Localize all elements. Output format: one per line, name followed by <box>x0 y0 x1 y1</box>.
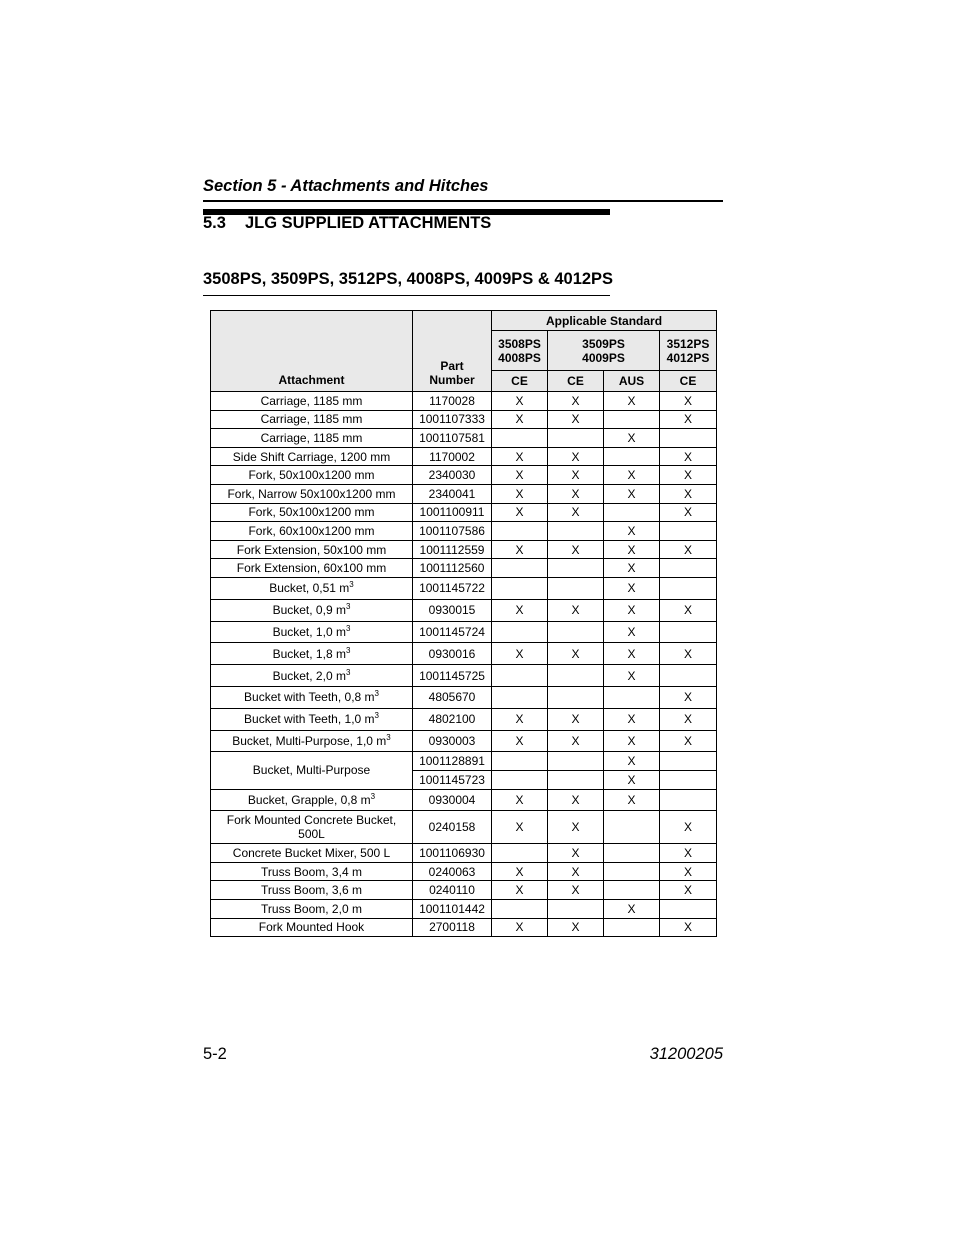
standard-mark-cell: X <box>492 392 548 411</box>
standard-mark-cell: X <box>548 862 604 881</box>
table-row <box>211 466 717 485</box>
standard-mark-cell <box>604 862 660 881</box>
section-title <box>203 214 491 233</box>
table-row <box>211 540 717 559</box>
standard-mark-cell <box>548 429 604 448</box>
standard-mark-cell: X <box>492 811 548 844</box>
attachment-cell: Truss Boom, 2,0 m <box>211 900 413 919</box>
attachment-cell: Bucket, 2,0 $m^3$ <box>211 665 413 687</box>
standard-mark-cell: X <box>604 484 660 503</box>
attachment-cell: Bucket, 0,51 $m^3$ <box>211 577 413 599</box>
attachment-cell: Fork Mounted Hook <box>211 918 413 937</box>
attachments-table <box>210 310 717 937</box>
standard-mark-cell: X <box>492 708 548 730</box>
table-row <box>211 559 717 578</box>
table-row <box>211 708 717 730</box>
standard-mark-cell <box>660 621 717 643</box>
standard-mark-cell: X <box>604 540 660 559</box>
standard-mark-cell: X <box>660 484 717 503</box>
attachment-cell: Fork Extension, 60x100 mm <box>211 559 413 578</box>
standard-mark-cell: X <box>492 643 548 665</box>
attachment-cell: Bucket, Grapple, 0,8 $m^3$ <box>211 789 413 811</box>
standard-mark-cell: X <box>492 862 548 881</box>
standard-mark-cell <box>660 522 717 541</box>
standard-mark-cell: X <box>548 466 604 485</box>
part-number-cell: 2340030 <box>413 466 492 485</box>
standard-mark-cell: X <box>548 881 604 900</box>
standard-mark-cell <box>492 621 548 643</box>
attachment-cell: Fork, 50x100x1200 mm <box>211 466 413 485</box>
attachment-cell: Bucket, 1,8 $m^3$ <box>211 643 413 665</box>
standard-mark-cell: X <box>492 540 548 559</box>
part-number-cell: 1001128891 <box>413 752 492 771</box>
standard-mark-cell: X <box>604 522 660 541</box>
section-header: Section 5 - Attachments and Hitches <box>203 177 489 195</box>
standard-mark-cell <box>548 770 604 789</box>
attachment-cell: Fork Extension, 50x100 mm <box>211 540 413 559</box>
standard-mark-cell: X <box>660 811 717 844</box>
standard-mark-cell: X <box>548 392 604 411</box>
standard-mark-cell: X <box>660 862 717 881</box>
standard-mark-cell: X <box>660 686 717 708</box>
part-number-cell: 1001107333 <box>413 410 492 429</box>
standard-mark-cell <box>604 918 660 937</box>
standard-mark-cell: X <box>604 429 660 448</box>
standard-mark-cell: X <box>660 599 717 621</box>
attachment-cell: Bucket with Teeth, 1,0 $m^3$ <box>211 708 413 730</box>
standard-mark-cell: X <box>660 503 717 522</box>
standard-mark-cell <box>492 686 548 708</box>
standard-mark-cell: X <box>492 918 548 937</box>
standard-mark-cell: X <box>492 410 548 429</box>
models-heading: 3508PS, 3509PS, 3512PS, 4008PS, 4009PS & 4012PS <box>203 270 614 288</box>
part-number-cell: 1170002 <box>413 447 492 466</box>
standard-mark-cell <box>492 577 548 599</box>
section-title-text: JLG SUPPLIED ATTACHMENTS <box>245 214 492 232</box>
standard-mark-cell <box>492 559 548 578</box>
standard-mark-cell: X <box>548 708 604 730</box>
table-row <box>211 621 717 643</box>
standard-mark-cell: X <box>604 900 660 919</box>
table-row <box>211 789 717 811</box>
standard-mark-cell <box>492 900 548 919</box>
standard-mark-cell: X <box>548 540 604 559</box>
part-number-cell: 0240110 <box>413 881 492 900</box>
part-number-cell: 0930003 <box>413 730 492 752</box>
standard-mark-cell: X <box>604 708 660 730</box>
table-row <box>211 410 717 429</box>
models-rule <box>203 295 610 296</box>
table-row <box>211 686 717 708</box>
standard-mark-cell <box>548 665 604 687</box>
standard-mark-cell: X <box>604 466 660 485</box>
attachment-cell: Fork, Narrow 50x100x1200 mm <box>211 484 413 503</box>
attachment-cell: Concrete Bucket Mixer, 500 L <box>211 844 413 863</box>
standard-mark-cell: X <box>604 665 660 687</box>
standard-mark-cell <box>548 522 604 541</box>
table-row <box>211 752 717 771</box>
standard-mark-cell: X <box>604 752 660 771</box>
standard-mark-cell <box>660 900 717 919</box>
standard-mark-cell <box>660 770 717 789</box>
standard-mark-cell: X <box>604 599 660 621</box>
standard-mark-cell: X <box>660 447 717 466</box>
part-number-cell: 4805670 <box>413 686 492 708</box>
standard-mark-cell: X <box>660 643 717 665</box>
part-number-cell: 1001100911 <box>413 503 492 522</box>
standard-mark-cell <box>604 881 660 900</box>
attachment-cell: Bucket, 1,0 $m^3$ <box>211 621 413 643</box>
standard-mark-cell: X <box>660 392 717 411</box>
standard-mark-cell <box>604 410 660 429</box>
part-number-cell: 0930016 <box>413 643 492 665</box>
standard-mark-cell: X <box>604 643 660 665</box>
standard-mark-cell <box>548 752 604 771</box>
standard-mark-cell <box>492 770 548 789</box>
attachment-cell: Bucket, 0,9 $m^3$ <box>211 599 413 621</box>
part-number-cell: 1001112560 <box>413 559 492 578</box>
standard-mark-cell <box>604 844 660 863</box>
part-number-cell: 1001145724 <box>413 621 492 643</box>
standard-mark-cell: X <box>604 577 660 599</box>
table-row <box>211 881 717 900</box>
standard-mark-cell: X <box>492 447 548 466</box>
standard-mark-cell: X <box>604 789 660 811</box>
standard-mark-cell: X <box>548 811 604 844</box>
standard-mark-cell: X <box>604 621 660 643</box>
part-number-cell: 1001107586 <box>413 522 492 541</box>
table-row <box>211 484 717 503</box>
standard-mark-cell: X <box>548 643 604 665</box>
table-row <box>211 599 717 621</box>
part-number-cell: 1001106930 <box>413 844 492 863</box>
standard-mark-cell <box>548 577 604 599</box>
standard-mark-cell <box>660 789 717 811</box>
part-number-cell: 1001112559 <box>413 540 492 559</box>
part-number-cell: 0240063 <box>413 862 492 881</box>
standard-mark-cell: X <box>548 447 604 466</box>
standard-mark-cell: X <box>660 881 717 900</box>
part-number-cell: 2340041 <box>413 484 492 503</box>
standard-mark-cell: X <box>548 844 604 863</box>
table-row <box>211 577 717 599</box>
standard-mark-cell: X <box>604 730 660 752</box>
standard-mark-cell <box>604 686 660 708</box>
standard-mark-cell <box>548 621 604 643</box>
standard-mark-cell: X <box>548 503 604 522</box>
attachment-cell: Bucket, Multi-Purpose <box>211 752 413 789</box>
standard-mark-cell: X <box>492 503 548 522</box>
standard-mark-cell <box>492 429 548 448</box>
col-part-header: Part Number <box>413 311 492 392</box>
attachment-cell: Bucket, Multi-Purpose, 1,0 $m^3$ <box>211 730 413 752</box>
standard-mark-cell <box>604 811 660 844</box>
standard-mark-cell: X <box>492 599 548 621</box>
part-number-cell: 1001145723 <box>413 770 492 789</box>
standard-mark-cell: X <box>548 599 604 621</box>
table-row <box>211 429 717 448</box>
standard-mark-cell <box>604 447 660 466</box>
standard-mark-cell <box>492 752 548 771</box>
table-row <box>211 730 717 752</box>
standard-mark-cell: X <box>660 708 717 730</box>
table-row <box>211 811 717 844</box>
table-row <box>211 447 717 466</box>
model-group-header: 3512PS 4012PS <box>660 331 717 371</box>
standard-mark-cell: X <box>604 559 660 578</box>
part-number-cell: 1001145722 <box>413 577 492 599</box>
part-number-cell: 2700118 <box>413 918 492 937</box>
part-number-cell: 1001145725 <box>413 665 492 687</box>
standard-mark-cell <box>660 559 717 578</box>
standard-header: AUS <box>604 371 660 392</box>
attachment-cell: Truss Boom, 3,4 m <box>211 862 413 881</box>
standard-header: CE <box>548 371 604 392</box>
table-row <box>211 900 717 919</box>
attachment-cell: Bucket with Teeth, 0,8 $m^3$ <box>211 686 413 708</box>
standard-mark-cell: X <box>604 392 660 411</box>
table-row <box>211 392 717 411</box>
applicable-standard-header: Applicable Standard <box>492 311 717 331</box>
table-row <box>211 665 717 687</box>
standard-mark-cell <box>660 429 717 448</box>
standard-mark-cell: X <box>604 770 660 789</box>
model-group-header: 3509PS 4009PS <box>548 331 660 371</box>
standard-mark-cell <box>660 665 717 687</box>
attachment-cell: Side Shift Carriage, 1200 mm <box>211 447 413 466</box>
standard-mark-cell: X <box>548 789 604 811</box>
standard-mark-cell <box>548 686 604 708</box>
standard-mark-cell <box>548 900 604 919</box>
standard-mark-cell: X <box>660 730 717 752</box>
standard-mark-cell: X <box>492 484 548 503</box>
table-row <box>211 918 717 937</box>
standard-mark-cell: X <box>492 881 548 900</box>
table-row <box>211 643 717 665</box>
standard-mark-cell: X <box>548 410 604 429</box>
standard-mark-cell <box>660 752 717 771</box>
standard-mark-cell: X <box>660 466 717 485</box>
col-attachment-header: Attachment <box>211 311 413 392</box>
standard-mark-cell: X <box>492 466 548 485</box>
standard-mark-cell: X <box>660 410 717 429</box>
table-row <box>211 844 717 863</box>
table-row <box>211 522 717 541</box>
standard-mark-cell <box>548 559 604 578</box>
attachment-cell: Carriage, 1185 mm <box>211 392 413 411</box>
part-number-cell: 1170028 <box>413 392 492 411</box>
standard-mark-cell <box>660 577 717 599</box>
attachment-cell: Fork, 50x100x1200 mm <box>211 503 413 522</box>
part-number-cell: 0240158 <box>413 811 492 844</box>
standard-header: CE <box>660 371 717 392</box>
table-row <box>211 503 717 522</box>
attachment-cell: Fork, 60x100x1200 mm <box>211 522 413 541</box>
table-row <box>211 862 717 881</box>
standard-mark-cell: X <box>492 730 548 752</box>
standard-mark-cell: X <box>660 844 717 863</box>
header-rule <box>203 200 723 202</box>
standard-mark-cell <box>492 665 548 687</box>
standard-mark-cell: X <box>548 730 604 752</box>
standard-header: CE <box>492 371 548 392</box>
standard-mark-cell <box>492 522 548 541</box>
standard-mark-cell: X <box>660 918 717 937</box>
standard-mark-cell <box>492 844 548 863</box>
page-number: 5-2 <box>203 1045 227 1063</box>
model-group-header: 3508PS 4008PS <box>492 331 548 371</box>
standard-mark-cell: X <box>492 789 548 811</box>
attachment-cell: Fork Mounted Concrete Bucket, 500L <box>211 811 413 844</box>
part-number-cell: 1001107581 <box>413 429 492 448</box>
standard-mark-cell <box>604 503 660 522</box>
attachment-cell: Carriage, 1185 mm <box>211 429 413 448</box>
attachment-cell: Carriage, 1185 mm <box>211 410 413 429</box>
attachment-cell: Truss Boom, 3,6 m <box>211 881 413 900</box>
part-number-cell: 0930004 <box>413 789 492 811</box>
part-number-cell: 4802100 <box>413 708 492 730</box>
standard-mark-cell: X <box>548 484 604 503</box>
standard-mark-cell: X <box>548 918 604 937</box>
document-number: 31200205 <box>649 1045 723 1063</box>
part-number-cell: 0930015 <box>413 599 492 621</box>
section-number: 5.3 <box>203 214 226 232</box>
standard-mark-cell: X <box>660 540 717 559</box>
part-number-cell: 1001101442 <box>413 900 492 919</box>
